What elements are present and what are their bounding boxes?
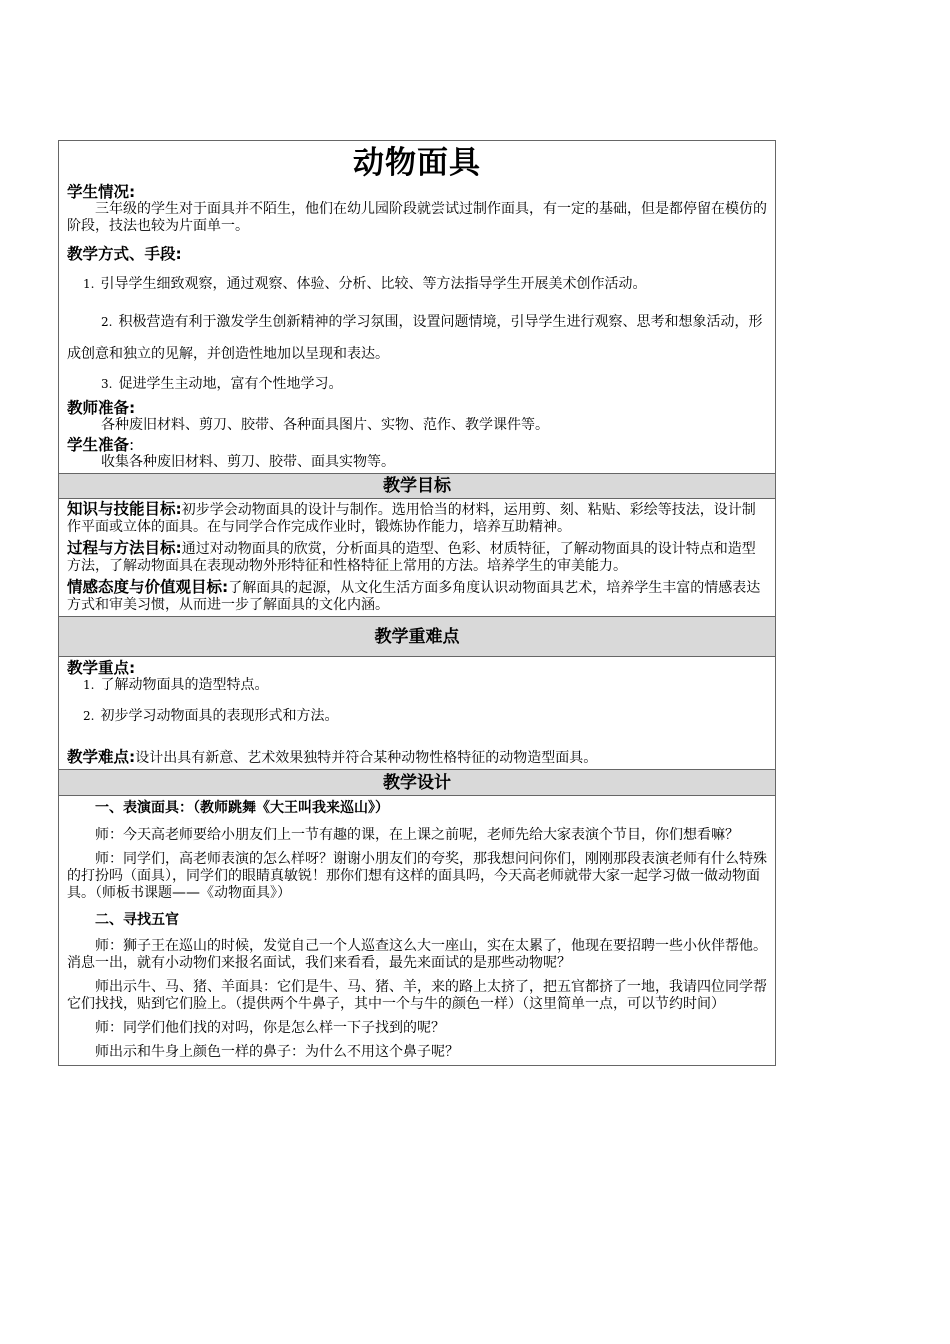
method-item-2 — [67, 306, 767, 370]
process-goal — [67, 540, 767, 575]
process-goal-label: 过程与方法目标: — [67, 539, 182, 557]
keypoints-section — [59, 659, 775, 770]
knowledge-goal-label: 知识与技能目标: — [67, 500, 182, 518]
key-item-2-text: 初步学习动物面具的表现形式和方法。 — [100, 708, 339, 724]
design-paragraph-6: 师出示和牛身上颜色一样的鼻子：为什么不用这个鼻子呢？ — [95, 1044, 459, 1060]
design-band: 教学设计 — [59, 770, 775, 796]
difficulty-label: 教学难点: — [67, 748, 136, 766]
design-paragraph-5: 师：同学们他们找的对吗，你是怎么样一下子找到的呢？ — [95, 1020, 445, 1036]
key-item-2 — [67, 708, 767, 725]
design-section — [59, 796, 775, 1065]
design-paragraph-2: 师：同学们，高老师表演的怎么样呀？谢谢小朋友们的夸奖，那我想问问你们，刚刚那段表演老师有什么特殊的打扮吗（面具），同学们的眼睛真敏锐！那你们想有这样的面具吗，今天高老师就带大家一起学习做一做动物面具。（师板书课题——《动物面具》） — [67, 851, 767, 901]
design-step-1-title: 一、表演面具：（教师跳舞《大王叫我来巡山》） — [95, 800, 389, 816]
key-item-1-text: 了解动物面具的造型特点。 — [100, 677, 269, 693]
design-paragraph-3: 师：狮子王在巡山的时候，发觉自己一个人巡查这么大一座山，实在太累了，他现在要招聘一些小伙伴帮他。消息一出，就有小动物们来报名面试，我们来看看，最先来面试的是那些动物呢？ — [67, 938, 767, 971]
lesson-plan-table — [58, 140, 776, 1066]
goals-band: 教学目标 — [59, 474, 775, 499]
method-heading: 教学方式、手段: — [67, 245, 182, 263]
method-item-2-num: 2. — [101, 315, 113, 329]
knowledge-goal — [67, 501, 767, 536]
teacher-prep-text: 各种废旧材料、剪刀、胶带、各种面具图片、实物、范作、教学课件等。 — [101, 417, 549, 433]
teacher-prep-heading: 教师准备: — [67, 399, 136, 417]
method-item-3 — [67, 376, 767, 393]
method-item-1-num: 1. — [83, 277, 95, 291]
goals-section — [59, 499, 775, 617]
difficulty-text: 设计出具有新意、艺术效果独特并符合某种动物性格特征的动物造型面具。 — [135, 750, 598, 766]
emotion-goal-label: 情感态度与价值观目标: — [67, 578, 229, 596]
design-step-2-title: 二、寻找五官 — [95, 912, 179, 928]
student-prep-colon: : — [129, 436, 135, 454]
student-situation-text: 三年级的学生对于面具并不陌生，他们在幼儿园阶段就尝试过制作面具，有一定的基础，但是都停留在模仿的阶段，技法也较为片面单一。 — [67, 201, 767, 234]
student-prep-heading — [67, 436, 767, 454]
keypoints-band: 教学重难点 — [59, 617, 775, 657]
design-paragraph-4: 师出示牛、马、猪、羊面具：它们是牛、马、猪、羊，来的路上太挤了，把五官都挤了一地，我请四位同学帮它们找找，贴到它们脸上。（提供两个牛鼻子，其中一个与牛的颜色一样）（这里简单一点，可以节约时间） — [67, 979, 767, 1012]
method-item-3-text: 促进学生主动地，富有个性地学习。 — [118, 376, 343, 392]
emotion-goal-text: 了解面具的起源，从文化生活方面多角度认识动物面具艺术，培养学生丰富的情感表达方式和审美习惯，从而进一步了解面具的文化内涵。 — [67, 580, 761, 613]
process-goal-text: 通过对动物面具的欣赏，分析面具的造型、色彩、材质特征，了解动物面具的设计特点和造型方法，了解动物面具在表现动物外形特征和性格特征上常用的方法。培养学生的审美能力。 — [67, 541, 756, 574]
method-item-2-text: 积极营造有利于激发学生创新精神的学习氛围，设置问题情境，引导学生进行观察、思考和想象活动，形成创意和独立的见解，并创造性地加以呈现和表达。 — [67, 314, 763, 362]
student-prep-text: 收集各种废旧材料、剪刀、胶带、面具实物等。 — [101, 454, 395, 470]
method-item-3-num: 3. — [101, 377, 113, 391]
student-situation-heading: 学生情况: — [67, 183, 136, 201]
emotion-goal — [67, 579, 767, 614]
key-item-2-num: 2. — [83, 709, 95, 723]
key-heading: 教学重点: — [67, 659, 136, 677]
page-title: 动物面具 — [353, 145, 481, 181]
design-paragraph-1: 师：今天高老师要给小朋友们上一节有趣的课，在上课之前呢，老师先给大家表演个节目，你们想看嘛？ — [95, 827, 739, 843]
key-item-1-num: 1. — [83, 678, 95, 692]
difficulty — [67, 749, 767, 767]
intro-section — [59, 143, 775, 474]
knowledge-goal-text: 初步学会动物面具的设计与制作。选用恰当的材料，运用剪、刻、粘贴、彩绘等技法，设计制作平面或立体的面具。在与同学合作完成作业时，锻炼协作能力，培养互助精神。 — [67, 502, 756, 535]
student-prep-label: 学生准备 — [67, 436, 130, 454]
method-item-1 — [67, 276, 767, 293]
key-item-1 — [67, 677, 767, 694]
method-item-1-text: 引导学生细致观察，通过观察、体验、分析、比较、等方法指导学生开展美术创作活动。 — [100, 276, 647, 292]
